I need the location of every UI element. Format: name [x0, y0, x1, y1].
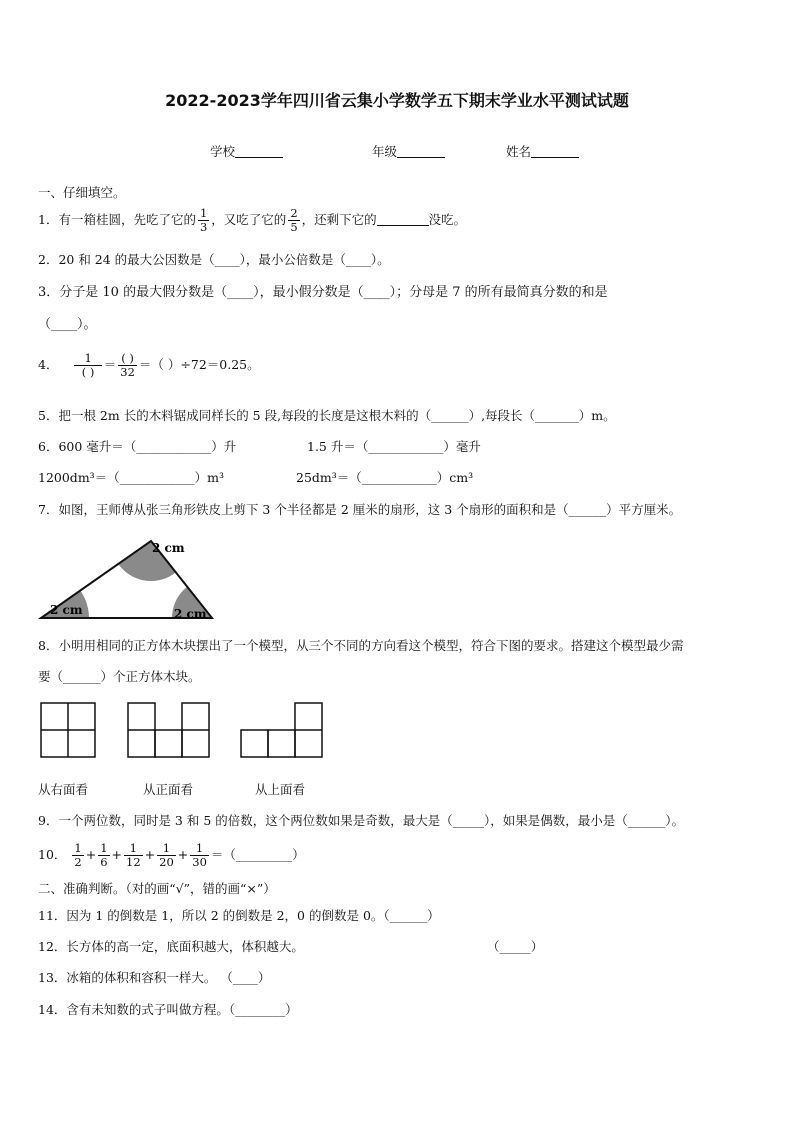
top-view-grid	[241, 703, 322, 757]
name-field	[506, 142, 579, 160]
q1-blank[interactable]	[377, 213, 429, 226]
triangle-figure	[34, 530, 224, 626]
grade-label: 年级	[372, 144, 398, 159]
name-label: 姓名	[506, 144, 532, 159]
question-6c: 1200dm³＝（____________）m³	[38, 470, 225, 485]
question-8-line-2: 要（______）个正方体木块。	[38, 669, 201, 684]
q10-fraction-2: $\frac{1}{6}$	[100, 841, 108, 869]
q1-fraction-2: $\frac{2}{5}$	[290, 206, 298, 234]
view-label-top: 从上面看	[255, 782, 306, 797]
question-14: 14．含有未知数的式子叫做方程。（________）	[38, 1002, 298, 1017]
question-6b: 1.5 升＝（____________）毫升	[307, 439, 481, 454]
view-label-front: 从正面看	[143, 782, 194, 797]
view-label-right: 从右面看	[38, 782, 89, 797]
front-view-grid	[128, 703, 209, 757]
grade-blank[interactable]	[397, 145, 445, 158]
q4-num: 4．	[38, 357, 59, 372]
q1-num: 1．	[38, 212, 59, 227]
question-10: 10． $\frac{1}{2}$ + $\frac{1}{6}$ + $\frac{1}{12}$ + $\frac{1}{20}$ + $\frac{1}{30}$ ＝（_________）	[38, 841, 305, 869]
name-blank[interactable]	[531, 145, 579, 158]
q10-tail: ＝（_________）	[210, 847, 305, 862]
q4-fraction-2: $\frac{( )}{32}$	[120, 351, 135, 379]
question-12: 12．长方体的高一定，底面积越大，体积越大。	[38, 939, 304, 954]
right-label: 2 cm	[174, 607, 207, 621]
q4-eq: ＝	[103, 357, 117, 372]
question-1	[38, 206, 466, 234]
q1-text-d: 没吃。	[428, 212, 467, 227]
q10-num: 10．	[38, 847, 67, 862]
question-11: 11．因为 1 的倒数是 1，所以 2 的倒数是 2，0 的倒数是 0。（______）	[38, 908, 440, 923]
q1-text-c: ，还剩下它的	[301, 212, 377, 227]
question-6a: 6．600 毫升＝（____________）升	[38, 439, 237, 454]
question-2: 2．20 和 24 的最大公因数是（____），最小公倍数是（____）。	[38, 252, 390, 267]
question-3-line-2: （____）。	[38, 317, 97, 332]
q4-fraction-1: $\frac{1}{( )}$	[74, 352, 101, 379]
question-5: 5．把一根 2m 长的木料锯成同样长的 5 段,每段的长度是这根木料的（______）,每段长（_______）m。	[38, 408, 616, 423]
views-figure	[38, 700, 338, 762]
school-blank[interactable]	[235, 145, 283, 158]
question-4	[38, 345, 260, 385]
question-13: 13．冰箱的体积和容积一样大。 （____）	[38, 970, 271, 985]
left-label: 2 cm	[50, 603, 83, 617]
q10-fraction-5: $\frac{1}{30}$	[192, 841, 207, 869]
question-7: 7．如图，王师傅从张三角形铁皮上剪下 3 个半径都是 2 厘米的扇形，这 3 个扇形的面积和是（______）平方厘米。	[38, 502, 682, 517]
section-2-heading: 二、准确判断。（对的画“√”，错的画“×”）	[38, 881, 276, 896]
top-label: 2 cm	[152, 541, 185, 555]
q1-text-b: ，又吃了它的	[211, 212, 287, 227]
q4-tail: ＝（ ）÷72＝0.25。	[138, 357, 260, 372]
question-6d: 25dm³＝（____________）cm³	[296, 470, 474, 485]
q10-fraction-3: $\frac{1}{12}$	[126, 841, 141, 869]
question-8-line-1: 8．小明用相同的正方体木块摆出了一个模型，从三个不同的方向看这个模型，符合下图的要求。搭建这个模型最少需	[38, 638, 684, 653]
school-label: 学校	[210, 144, 236, 159]
question-9: 9．一个两位数，同时是 3 和 5 的倍数，这个两位数如果是奇数，最大是（_____），如果是偶数，最小是（______）。	[38, 813, 685, 828]
question-3-line-1: 3．分子是 10 的最大假分数是（____），最小假分数是（____）；分母是 7 的所有最简真分数的和是	[38, 285, 608, 300]
grade-field	[372, 142, 445, 160]
page-title: 2022-2023学年四川省云集小学数学五下期末学业水平测试试题	[165, 91, 629, 110]
q10-fraction-4: $\frac{1}{20}$	[159, 841, 174, 869]
q10-fraction-1: $\frac{1}{2}$	[74, 841, 82, 869]
top-sector	[111, 530, 191, 581]
q1-text-a: 有一箱桂圆，先吃了它的	[58, 212, 196, 227]
right-view-grid	[41, 703, 95, 757]
question-12-blank[interactable]: （_____）	[487, 939, 544, 954]
school-field	[210, 142, 283, 160]
section-1-heading: 一、仔细填空。	[38, 185, 126, 200]
q1-fraction-1: $\frac{1}{3}$	[199, 206, 208, 234]
